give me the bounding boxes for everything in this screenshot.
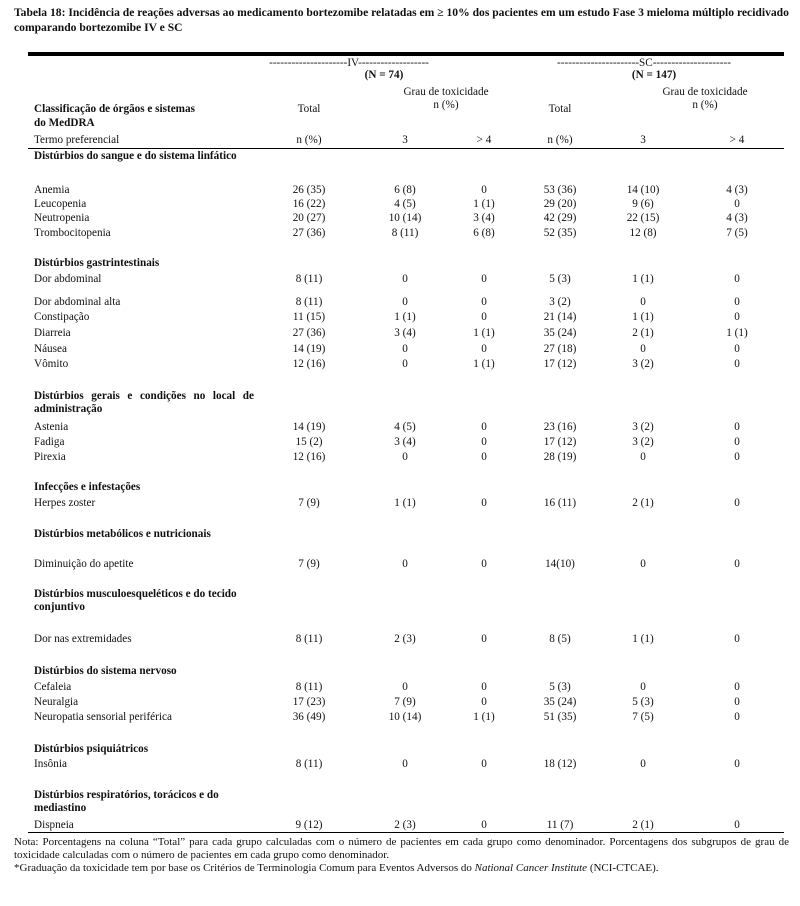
table-cell: 0 (402, 343, 408, 355)
table-cell: 3 (2) (549, 296, 571, 308)
table-cell: 12 (8) (629, 227, 657, 239)
table-cell: 0 (734, 451, 740, 463)
table-cell: 52 (35) (543, 227, 577, 239)
preferred-term: Cefaleia (34, 681, 72, 693)
table-caption: Tabela 18: Incidência de reações adversas ao medicamento bortezomibe relatadas em ≥ 10% dos pacientes em um estudo Fase 3 mieloma múltiplo recidivado comparando bortezomibe IV e SC (14, 6, 789, 34)
table-cell: 7 (5) (632, 711, 654, 723)
table-cell: 20 (27) (292, 212, 326, 224)
table-cell: 3 (2) (632, 358, 654, 370)
table-cell: 0 (734, 273, 740, 285)
table-cell: 7 (5) (726, 227, 748, 239)
table-cell: 0 (481, 681, 487, 693)
table-cell: 0 (481, 451, 487, 463)
table-cell: 16 (11) (543, 497, 577, 509)
table-cell: 27 (36) (292, 327, 326, 339)
table-cell: 14 (10) (626, 184, 660, 196)
row-header-term: Termo preferencial (34, 134, 120, 146)
iv-grade-label: Grau de toxicidade (403, 86, 489, 98)
table-cell: 53 (36) (543, 184, 577, 196)
note-line-1: Nota: Porcentagens na coluna “Total” para cada grupo calculadas com o número de pacientes em cada grupo como denominador. Porcentagens dos subgrupos de grau de toxicidade calculadas com o número de pacientes em cada grupo como denominador. (14, 836, 789, 861)
table-cell: 21 (14) (543, 311, 577, 323)
table-cell: 0 (640, 296, 646, 308)
table-cell: 1 (1) (632, 311, 654, 323)
iv-n: (N = 74) (364, 69, 404, 81)
table-cell: 36 (49) (292, 711, 326, 723)
sc-grade-label: Grau de toxicidade (662, 86, 748, 98)
sc-group-label: ----------------------SC--------------------- (557, 57, 731, 69)
table-cell: 0 (402, 451, 408, 463)
table-cell: 35 (24) (543, 327, 577, 339)
category-heading: Distúrbios musculoesqueléticos e do tecido conjuntivo (34, 588, 237, 613)
preferred-term: Herpes zoster (34, 497, 96, 509)
table-cell: 22 (15) (626, 212, 660, 224)
table-cell: 0 (734, 436, 740, 448)
bottom-rule (28, 832, 784, 833)
table-cell: 18 (12) (543, 758, 577, 770)
table-cell: 8 (11) (295, 633, 323, 645)
table-cell: 4 (5) (394, 421, 416, 433)
table-cell: 8 (11) (295, 758, 323, 770)
table-cell: 7 (9) (394, 696, 416, 708)
table-cell: 28 (19) (543, 451, 577, 463)
table-cell: 2 (1) (632, 819, 654, 831)
table-cell: 0 (481, 696, 487, 708)
table-cell: 27 (36) (292, 227, 326, 239)
sc-grade4-header: > 4 (729, 134, 745, 146)
table-cell: 0 (481, 273, 487, 285)
top-thick-rule (28, 52, 784, 56)
preferred-term: Dor nas extremidades (34, 633, 132, 645)
preferred-term: Astenia (34, 421, 69, 433)
sc-n: (N = 147) (631, 69, 677, 81)
table-cell: 26 (35) (292, 184, 326, 196)
iv-total-header: Total (297, 103, 321, 115)
table-cell: 14 (19) (292, 421, 326, 433)
sc-grade-unit: n (%) (692, 99, 718, 111)
iv-grade3-header: 3 (402, 134, 408, 146)
preferred-term: Leucopenia (34, 198, 87, 210)
category-heading: Infecções e infestações (34, 481, 141, 493)
table-cell: 3 (4) (473, 212, 495, 224)
table-cell: 0 (734, 311, 740, 323)
table-cell: 1 (1) (394, 497, 416, 509)
table-cell: 17 (12) (543, 358, 577, 370)
table-cell: 14 (19) (292, 343, 326, 355)
table-cell: 0 (402, 558, 408, 570)
table-cell: 1 (1) (632, 273, 654, 285)
table-cell: 0 (734, 198, 740, 210)
table-cell: 11 (15) (292, 311, 326, 323)
table-cell: 0 (640, 758, 646, 770)
table-cell: 0 (734, 358, 740, 370)
preferred-term: Dor abdominal alta (34, 296, 121, 308)
preferred-term: Neuropatia sensorial periférica (34, 711, 172, 723)
table-cell: 35 (24) (543, 696, 577, 708)
table-cell: 0 (402, 681, 408, 693)
table-cell: 0 (481, 343, 487, 355)
table-cell: 17 (12) (543, 436, 577, 448)
sc-npct-header: n (%) (547, 134, 573, 146)
table-cell: 1 (1) (473, 358, 495, 370)
preferred-term: Anemia (34, 184, 70, 196)
table-cell: 0 (481, 184, 487, 196)
category-heading: Distúrbios do sangue e do sistema linfático (34, 150, 237, 162)
iv-grade4-header: > 4 (476, 134, 492, 146)
preferred-term: Pirexia (34, 451, 66, 463)
table-cell: 0 (734, 343, 740, 355)
table-cell: 4 (3) (726, 212, 748, 224)
preferred-term: Vômito (34, 358, 69, 370)
preferred-term: Dor abdominal (34, 273, 102, 285)
table-cell: 15 (2) (295, 436, 323, 448)
preferred-term: Náusea (34, 343, 67, 355)
table-cell: 11 (7) (546, 819, 574, 831)
sc-grade3-header: 3 (640, 134, 646, 146)
table-cell: 1 (1) (632, 633, 654, 645)
table-cell: 0 (734, 296, 740, 308)
table-cell: 0 (402, 296, 408, 308)
row-header-line2: do MedDRA (34, 117, 95, 129)
table-cell: 3 (4) (394, 327, 416, 339)
note-line-2: *Graduação da toxicidade tem por base os Critérios de Terminologia Comum para Eventos Adversos do National Cancer Institute (NCI-CTCAE). (14, 861, 659, 874)
category-heading: Distúrbios gerais e condições no local de administração (34, 390, 254, 415)
table-cell: 3 (2) (632, 436, 654, 448)
table-cell: 0 (402, 758, 408, 770)
table-cell: 7 (9) (298, 558, 320, 570)
table-cell: 0 (481, 758, 487, 770)
table-cell: 8 (11) (295, 681, 323, 693)
table-cell: 51 (35) (543, 711, 577, 723)
table-cell: 0 (734, 681, 740, 693)
table-cell: 29 (20) (543, 198, 577, 210)
table-cell: 10 (14) (388, 212, 422, 224)
table-cell: 0 (481, 421, 487, 433)
table-cell: 0 (640, 451, 646, 463)
iv-group-label: ---------------------IV------------------- (269, 57, 429, 69)
table-cell: 0 (481, 819, 487, 831)
iv-grade-unit: n (%) (433, 99, 459, 111)
table-cell: 2 (1) (632, 497, 654, 509)
table-cell: 2 (1) (632, 327, 654, 339)
table-cell: 1 (1) (726, 327, 748, 339)
table-cell: 1 (1) (473, 327, 495, 339)
table-cell: 9 (6) (632, 198, 654, 210)
category-heading: Distúrbios do sistema nervoso (34, 665, 177, 677)
table-cell: 0 (734, 819, 740, 831)
row-header-line1: Classificação de órgãos e sistemas (34, 103, 195, 115)
table-cell: 14(10) (545, 558, 575, 570)
table-cell: 0 (481, 558, 487, 570)
preferred-term: Dispneia (34, 819, 74, 831)
table-cell: 8 (11) (295, 296, 323, 308)
table-cell: 5 (3) (549, 681, 571, 693)
table-cell: 6 (8) (473, 227, 495, 239)
table-cell: 0 (640, 558, 646, 570)
table-cell: 0 (734, 497, 740, 509)
table-cell: 0 (734, 633, 740, 645)
table-cell: 2 (3) (394, 633, 416, 645)
table-cell: 6 (8) (394, 184, 416, 196)
category-heading: Distúrbios metabólicos e nutricionais (34, 528, 211, 540)
table-cell: 0 (481, 633, 487, 645)
table-cell: 4 (3) (726, 184, 748, 196)
table-cell: 23 (16) (543, 421, 577, 433)
category-heading: Distúrbios respiratórios, torácicos e do mediastino (34, 789, 219, 814)
table-cell: 4 (5) (394, 198, 416, 210)
table-cell: 0 (734, 421, 740, 433)
table-cell: 27 (18) (543, 343, 577, 355)
table-cell: 0 (481, 296, 487, 308)
preferred-term: Neutropenia (34, 212, 90, 224)
table-cell: 0 (640, 681, 646, 693)
table-cell: 0 (734, 711, 740, 723)
table-cell: 5 (3) (549, 273, 571, 285)
preferred-term: Diarreia (34, 327, 71, 339)
table-cell: 3 (2) (632, 421, 654, 433)
header-rule (28, 148, 784, 149)
table-cell: 7 (9) (298, 497, 320, 509)
table-cell: 0 (402, 273, 408, 285)
table-notes (14, 836, 789, 874)
category-heading: Distúrbios psiquiátricos (34, 743, 149, 755)
table-cell: 12 (16) (292, 451, 326, 463)
table-cell: 0 (734, 696, 740, 708)
sc-total-header: Total (548, 103, 572, 115)
table-cell: 5 (3) (632, 696, 654, 708)
preferred-term: Trombocitopenia (34, 227, 111, 239)
table-cell: 1 (1) (394, 311, 416, 323)
category-heading: Distúrbios gastrintestinais (34, 257, 160, 269)
table-cell: 9 (12) (295, 819, 323, 831)
table-cell: 0 (402, 358, 408, 370)
table-cell: 17 (23) (292, 696, 326, 708)
preferred-term: Fadiga (34, 436, 65, 448)
table-cell: 0 (640, 343, 646, 355)
iv-npct-header: n (%) (296, 134, 322, 146)
table-cell: 42 (29) (543, 212, 577, 224)
table-cell: 1 (1) (473, 198, 495, 210)
table-cell: 1 (1) (473, 711, 495, 723)
table-cell: 0 (734, 558, 740, 570)
table-cell: 8 (11) (391, 227, 419, 239)
preferred-term: Neuralgia (34, 696, 79, 708)
table-cell: 0 (734, 758, 740, 770)
preferred-term: Diminuição do apetite (34, 558, 134, 570)
preferred-term: Constipação (34, 311, 90, 323)
table-cell: 10 (14) (388, 711, 422, 723)
table-cell: 0 (481, 311, 487, 323)
table-cell: 16 (22) (292, 198, 326, 210)
table-cell: 0 (481, 436, 487, 448)
table-cell: 2 (3) (394, 819, 416, 831)
table-cell: 8 (11) (295, 273, 323, 285)
table-cell: 8 (5) (549, 633, 571, 645)
preferred-term: Insônia (34, 758, 67, 770)
table-cell: 3 (4) (394, 436, 416, 448)
table-cell: 0 (481, 497, 487, 509)
table-cell: 12 (16) (292, 358, 326, 370)
